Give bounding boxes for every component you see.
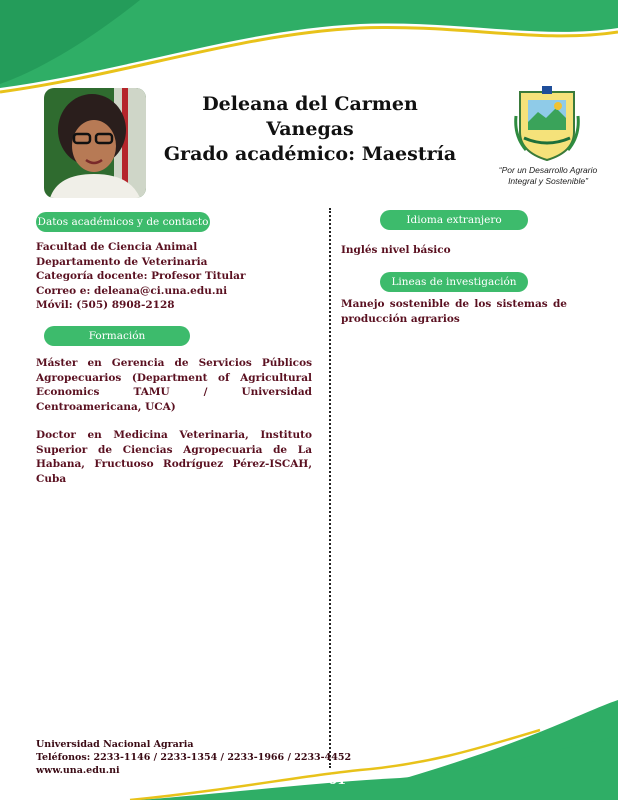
facultad-text: Facultad de Ciencia Animal xyxy=(36,241,198,253)
profile-photo xyxy=(44,88,146,198)
page-number: 61 xyxy=(327,773,347,788)
una-seal-icon xyxy=(514,86,580,162)
profile-degree: Grado académico: Maestría xyxy=(163,143,457,165)
motto-line-2: Integral y Sostenible” xyxy=(508,176,588,186)
movil-text: Móvil: (505) 8908-2128 xyxy=(36,299,175,311)
section-title-idioma: Idioma extranjero xyxy=(380,210,528,230)
logo-motto xyxy=(488,165,608,187)
departamento-text: Departamento de Veterinaria xyxy=(36,255,208,268)
footer-phones: Teléfonos: 2233-1146 / 2233-1354 / 2233-1966 / 2233-4452 xyxy=(36,752,352,763)
formacion-item: Máster en Gerencia de Servicios Públicos Agropecuarios (Department of Agricultural Economics TAMU / Universidad Centroamericana, UCA) xyxy=(36,357,312,413)
categoria-text: Categoría docente: Profesor Titular xyxy=(36,270,246,282)
formacion-item: Doctor en Medicina Veterinaria, Instituto Superior de Ciencias Agropecuaria de La Habana, Fructuoso Rodríguez Pérez-ISCAH, Cuba xyxy=(36,429,312,485)
footer xyxy=(36,738,351,777)
profile-name: Deleana del Carmen Vanegas xyxy=(202,93,418,140)
section-title-contacto: Datos académicos y de contacto xyxy=(36,212,210,232)
contact-details xyxy=(36,240,245,313)
lineas-item: Manejo sostenible de los sistemas de producción agrarios xyxy=(341,298,567,325)
idioma-text: Inglés nivel básico xyxy=(341,244,451,256)
profile-header xyxy=(160,92,460,167)
correo-text: Correo e: deleana@ci.una.edu.ni xyxy=(36,284,228,297)
motto-line-1: “Por un Desarrollo Agrario xyxy=(498,165,598,175)
column-divider xyxy=(329,208,331,768)
formacion-list xyxy=(36,356,312,486)
lineas-text xyxy=(341,297,567,326)
footer-website[interactable]: www.una.edu.ni xyxy=(36,765,120,776)
section-title-formacion: Formación xyxy=(44,326,190,346)
footer-university: Universidad Nacional Agraria xyxy=(36,739,194,750)
section-title-lineas: Lineas de investigación xyxy=(380,272,528,292)
